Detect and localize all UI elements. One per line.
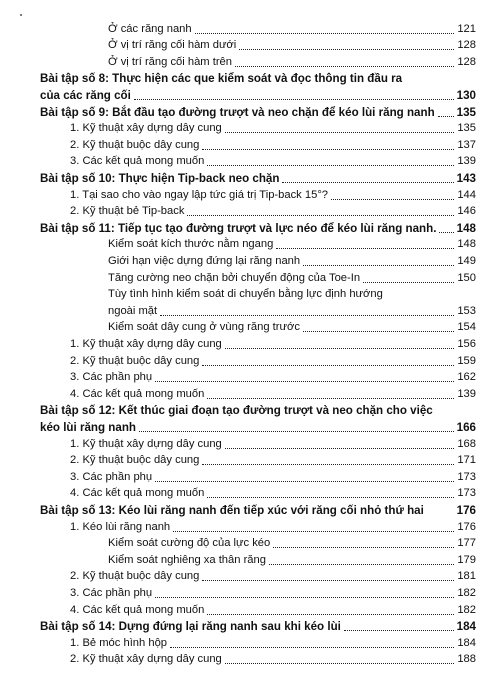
toc-page-number: 159 — [457, 354, 476, 367]
toc-page-number: 173 — [457, 487, 476, 500]
toc-entry-row — [70, 469, 476, 485]
toc-entry-title: Bài tập số 12: Kết thúc giai đoạn tạo đường trượt và neo chặn cho việc — [40, 404, 433, 418]
toc-dot-leader — [273, 547, 454, 548]
toc-entry-title: Bài tập số 10: Thực hiện Tip-back neo chặn — [40, 171, 280, 185]
toc-dot-leader — [160, 315, 454, 316]
toc-entry-title: Ở các răng nanh — [108, 22, 192, 35]
toc-entry-row — [70, 635, 476, 651]
toc-dot-leader — [207, 398, 454, 399]
toc-entry-title: 2. Kỹ thuật buộc dây cung — [70, 354, 200, 367]
toc-page-number: 181 — [457, 570, 476, 583]
toc-chapter-row — [40, 402, 476, 418]
toc-page-number: 188 — [457, 653, 476, 666]
toc-entry-row — [70, 436, 476, 452]
toc-entry-row — [108, 253, 476, 269]
toc-page-number: 149 — [457, 254, 476, 267]
toc-page-number: 128 — [457, 55, 476, 68]
toc-dot-leader — [282, 182, 454, 183]
toc-chapter-row — [40, 70, 476, 86]
toc-chapter-row — [40, 170, 476, 186]
toc-entry-row — [70, 485, 476, 501]
toc-entry-row — [70, 153, 476, 169]
corner-speck — [20, 14, 22, 16]
toc-page-number: 137 — [457, 138, 476, 151]
toc-entry-title: kéo lùi răng nanh — [40, 420, 136, 434]
toc-entry-row — [108, 552, 476, 568]
toc-entry-title: 3. Các phần phụ — [70, 586, 153, 599]
toc-entry-row — [70, 353, 476, 369]
toc-page-number: 162 — [457, 371, 476, 384]
toc-page-number: 148 — [456, 221, 476, 235]
toc-entry-title: Kiểm soát kích thước nằm ngang — [108, 238, 274, 251]
toc-entry-title: 1. Kỹ thuật xây dựng dây cung — [70, 122, 222, 135]
toc-entry-row — [70, 369, 476, 385]
toc-entry-row — [108, 270, 476, 286]
toc-dot-leader — [269, 564, 454, 565]
toc-chapter-row — [40, 220, 476, 236]
toc-entry-row — [70, 120, 476, 136]
toc-dot-leader — [173, 531, 454, 532]
toc-entry-row — [108, 21, 476, 37]
toc-dot-leader — [225, 448, 454, 449]
toc-chapter-row — [40, 419, 476, 435]
toc-dot-leader — [139, 431, 454, 432]
toc-entry-row — [70, 336, 476, 352]
toc-entry-row — [70, 651, 476, 667]
toc-page-number: 184 — [456, 620, 476, 634]
toc-dot-leader — [202, 149, 454, 150]
toc-entry-row — [70, 452, 476, 468]
toc-dot-leader — [344, 630, 454, 631]
toc-page-number: 130 — [456, 88, 476, 102]
toc-dot-leader — [239, 49, 454, 50]
toc-page-number: 156 — [457, 337, 476, 350]
toc-page-number: 173 — [457, 470, 476, 483]
toc-entry-row — [70, 187, 476, 203]
toc-entry-row — [108, 37, 476, 53]
toc-entry-row — [108, 54, 476, 70]
toc-entry-title: 1. Kỹ thuật xây dựng dây cung — [70, 337, 222, 350]
toc-entry-title: Bài tập số 14: Dựng đứng lại răng nanh sau khi kéo lùi — [40, 620, 341, 634]
toc-dot-leader — [303, 331, 454, 332]
toc-entry-row — [70, 203, 476, 219]
toc-dot-leader — [207, 497, 454, 498]
toc-entry-row — [70, 568, 476, 584]
toc-entry-title: 3. Các phần phụ — [70, 470, 153, 483]
toc-chapter-row — [40, 618, 476, 634]
toc-page-number: 171 — [457, 454, 476, 467]
toc-entry-title: Kiểm soát nghiêng xa thân răng — [108, 553, 266, 566]
toc-dot-leader — [331, 199, 454, 200]
toc-page-number: 135 — [457, 122, 476, 135]
toc-entry-title: 4. Các kết quả mong muốn — [70, 387, 205, 400]
toc-page-number: 144 — [457, 188, 476, 201]
toc-dot-leader — [363, 282, 454, 283]
toc-dot-leader — [439, 232, 454, 233]
toc-page-number: 146 — [457, 205, 476, 218]
toc-entry-title: Kiểm soát dây cung ở vùng răng trước — [108, 321, 300, 334]
toc-dot-leader — [202, 365, 454, 366]
toc-page-number: 150 — [457, 271, 476, 284]
toc-entry-row — [70, 386, 476, 402]
toc-entry-row — [108, 286, 476, 302]
toc-entry-title: ngoài mặt — [108, 304, 158, 317]
toc-entry-title: Tăng cường neo chặn bởi chuyển động của Toe-In — [108, 271, 361, 284]
toc-entry-title: 2. Kỹ thuật bẻ Tip-back — [70, 205, 185, 218]
toc-entry-title: Ở vị trí răng cối hàm trên — [108, 55, 232, 68]
toc-entry-title: 4. Các kết quả mong muốn — [70, 603, 205, 616]
toc-entry-row — [70, 519, 476, 535]
toc-entry-title: 1. Bẻ móc hình hộp — [70, 636, 168, 649]
toc-page-number: 184 — [457, 636, 476, 649]
toc-entry-title: 4. Các kết quả mong muốn — [70, 487, 205, 500]
toc-page-number: 182 — [457, 603, 476, 616]
toc-page-number: 179 — [457, 553, 476, 566]
toc-entry-title: 3. Các phần phụ — [70, 371, 153, 384]
toc-entry-row — [70, 137, 476, 153]
toc-entry-title: 3. Các kết quả mong muốn — [70, 155, 205, 168]
toc-entry-title: 1. Kỹ thuật xây dựng dây cung — [70, 437, 222, 450]
toc-dot-leader — [225, 132, 454, 133]
toc-page-number: 182 — [457, 586, 476, 599]
toc-entry-title: 2. Kỹ thuật xây dựng dây cung — [70, 653, 222, 666]
toc-dot-leader — [155, 381, 454, 382]
toc-entry-row — [108, 236, 476, 252]
toc-dot-leader — [187, 215, 454, 216]
toc-page-number: 177 — [457, 537, 476, 550]
toc-entry-title: Bài tập số 13: Kéo lùi răng nanh đến tiếp xúc với răng cối nhỏ thứ hai — [40, 503, 424, 517]
toc-entry-title: Bài tập số 8: Thực hiện các que kiểm soát và đọc thông tin đầu ra — [40, 72, 403, 86]
toc-page-number: 139 — [457, 155, 476, 168]
toc-dot-leader — [235, 66, 454, 67]
toc-dot-leader — [438, 116, 454, 117]
toc-dot-leader — [276, 248, 454, 249]
toc-entry-title: Giới hạn việc dựng đứng lại răng nanh — [108, 254, 301, 267]
toc-entry-title: Bài tập số 11: Tiếp tục tạo đường trượt và lực néo để kéo lùi răng nanh. — [40, 221, 437, 235]
toc-page-number: 143 — [456, 171, 476, 185]
toc-entry-title: Bài tập số 9: Bắt đầu tạo đường trượt và neo chặn để kéo lùi răng nanh — [40, 105, 435, 119]
toc-entry-title: Ở vị trí răng cối hàm dưới — [108, 39, 237, 52]
toc-page-number: 153 — [457, 304, 476, 317]
toc-dot-leader — [207, 614, 454, 615]
toc-entry-row — [108, 303, 476, 319]
toc-entry-title: Kiểm soát cường độ của lực kéo — [108, 537, 271, 550]
toc-dot-leader — [202, 464, 454, 465]
toc-entry-title: Tùy tình hình kiểm soát di chuyển bằng lực định hướng — [108, 288, 383, 301]
toc-page-number: 148 — [457, 238, 476, 251]
toc-page-number: 128 — [457, 39, 476, 52]
toc-dot-leader — [225, 663, 454, 664]
toc-page-number: 154 — [457, 321, 476, 334]
toc-dot-leader — [155, 597, 454, 598]
toc-chapter-row — [40, 104, 476, 120]
toc-dot-leader — [202, 580, 454, 581]
toc-dot-leader — [207, 165, 454, 166]
toc-entry-title: 2. Kỹ thuật buộc dây cung — [70, 138, 200, 151]
toc-page-number: 176 — [457, 520, 476, 533]
toc-entry-title: của các răng cối — [40, 88, 131, 102]
toc-entry-row — [108, 319, 476, 335]
toc-entry-title: 2. Kỹ thuật buộc dây cung — [70, 454, 200, 467]
toc-page-number: 135 — [456, 105, 476, 119]
toc-dot-leader — [170, 647, 454, 648]
toc-entry-title: 2. Kỹ thuật buộc dây cung — [70, 570, 200, 583]
toc-page-number: 168 — [457, 437, 476, 450]
toc-dot-leader — [134, 99, 454, 100]
toc-entry-row — [70, 585, 476, 601]
toc-entry-row — [108, 535, 476, 551]
toc-entry-row — [70, 602, 476, 618]
toc-chapter-row — [40, 502, 476, 518]
toc-dot-leader — [155, 481, 454, 482]
toc-page-number: 166 — [456, 420, 476, 434]
toc-dot-leader — [303, 265, 454, 266]
toc-page-number: 121 — [457, 22, 476, 35]
toc-page-number: 176 — [456, 503, 476, 517]
toc-dot-leader — [195, 33, 454, 34]
toc-entry-title: 1. Tại sao cho vào ngay lập tức giá trị Tip-back 15°? — [70, 188, 329, 201]
toc-entry-title: 1. Kéo lùi răng nanh — [70, 520, 171, 533]
toc-chapter-row — [40, 87, 476, 103]
toc-dot-leader — [225, 348, 454, 349]
toc-page-number: 139 — [457, 387, 476, 400]
